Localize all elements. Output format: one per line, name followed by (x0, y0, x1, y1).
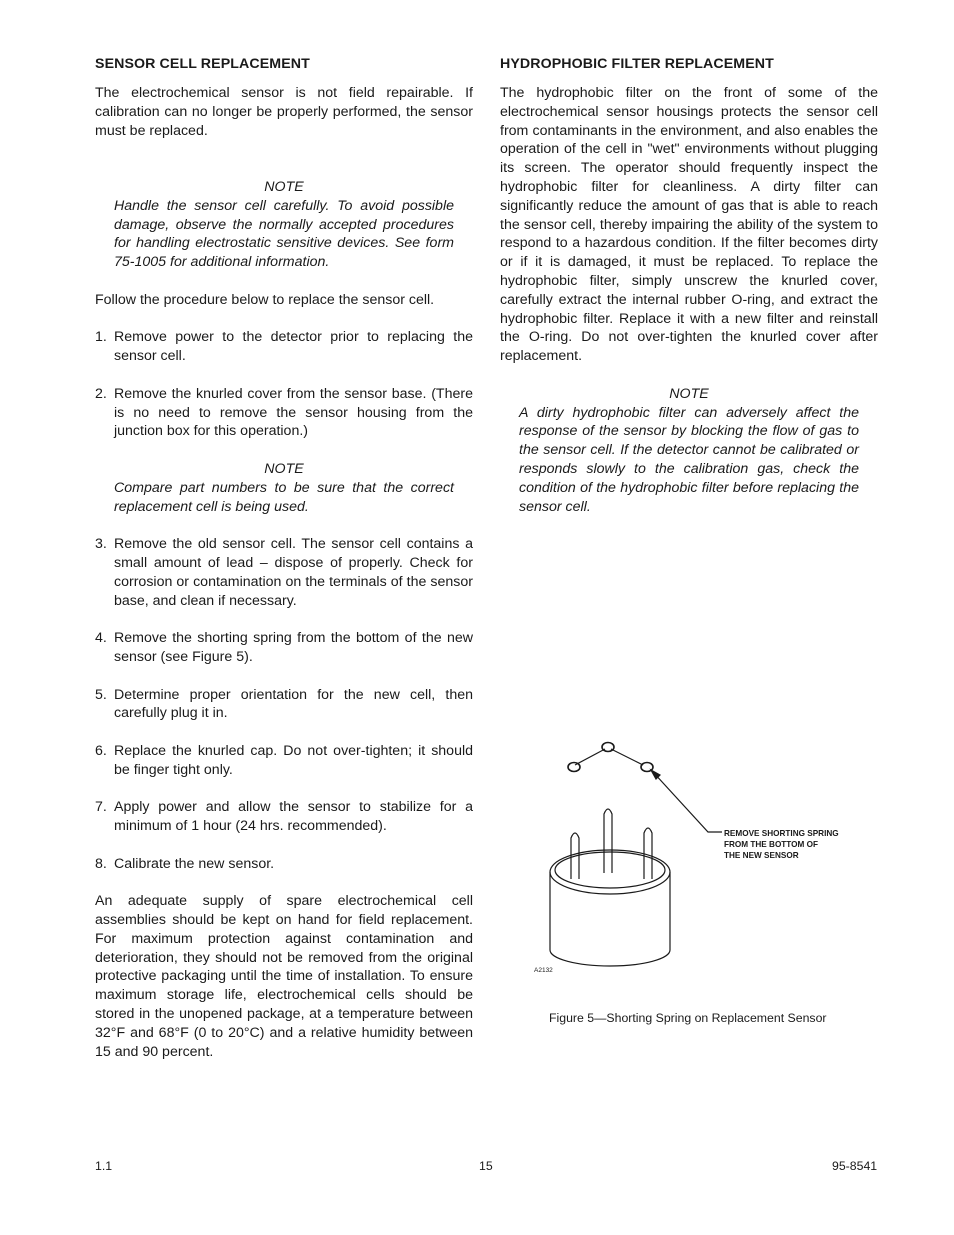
figure-id: A2132 (534, 967, 553, 974)
step-spacer (95, 723, 473, 742)
footer-document-number: 95-8541 (832, 1159, 878, 1173)
step-number: 1. (95, 329, 107, 346)
step-text: Replace the knurled cap. Do not over-tighten; it should be finger tight only. (114, 742, 473, 778)
procedure-step (95, 629, 473, 667)
note-dirty-filter (519, 385, 859, 517)
step-number: 6. (95, 742, 107, 759)
procedure-step (95, 385, 473, 441)
callout-line: THE NEW SENSOR (724, 851, 799, 860)
step-spacer (95, 366, 473, 385)
step-number: 3. (95, 536, 107, 553)
step-number: 7. (95, 799, 107, 816)
hydrophobic-paragraph: The hydrophobic filter on the front of some of the electrochemical sensor housings protects the sensor cell from contaminants in the environment, and also enables the operation of the cell in "wet" environments without plugging its screen. The operator should frequently inspect the hydrophobic filter for cleanliness. A dirty filter can significantly reduce the amount of gas that is able to reach the sensor cell, thereby impairing the ability of the system to respond to a hazardous condition. If the filter becomes dirty or if it is damaged, it must be replaced. To replace the hydrophobic filter, simply unscrew the knurled cover, carefully extract the internal rubber O-ring, and extract the hydrophobic filter. Replace it with a new filter and reinstall the O-ring. Do not over-tighten the knurled cover after replacement. (500, 85, 878, 365)
step-spacer (95, 779, 473, 798)
procedure-step (95, 686, 473, 724)
note-title: NOTE (264, 460, 304, 477)
note-part-numbers (114, 460, 454, 516)
note-body: A dirty hydrophobic filter can adversely affect the response of the sensor by blocking the flow of gas to the sensor cell. If the detector cannot be calibrated or responds slowly to the calibration gas, check the condition of the hydrophobic filter before replacing the sensor cell. (519, 404, 859, 515)
sensor-pins (571, 809, 652, 879)
figure-callout (724, 828, 839, 861)
intro-paragraph: The electrochemical sensor is not field repairable. If calibration can no longer be properly performed, the sensor must be replaced. (95, 85, 473, 139)
note-title: NOTE (669, 385, 709, 402)
step-text: Apply power and allow the sensor to stabilize for a minimum of 1 hour (24 hrs. recommended). (114, 799, 473, 835)
step-spacer (95, 836, 473, 855)
shorting-spring (568, 743, 653, 772)
note-body: Handle the sensor cell carefully. To avoid possible damage, observe the normally accepted procedures for handling electrostatic sensitive devices. See form 75-1005 for additional information. (114, 197, 454, 271)
callout-line: REMOVE SHORTING SPRING (724, 829, 839, 838)
step-text: Remove the knurled cover from the sensor base. (There is no need to remove the sensor housing from the junction box for this operation.) (114, 385, 473, 440)
procedure-step (95, 535, 473, 610)
step-number: 5. (95, 686, 107, 703)
step-text: Remove the shorting spring from the bottom of the new sensor (see Figure 5). (114, 630, 473, 665)
callout-line: FROM THE BOTTOM OF (724, 840, 818, 849)
footer-page-number: 15 (479, 1159, 493, 1173)
procedure-steps (95, 328, 473, 441)
procedure-steps (95, 535, 473, 873)
note-title: NOTE (264, 178, 304, 195)
left-column (95, 55, 473, 1061)
step-text: Remove the old sensor cell. The sensor cell contains a small amount of lead – dispose of properly. Check for corrosion or contamination on the terminals of the sensor base, and clean if necessary. (114, 536, 473, 609)
step-spacer (95, 667, 473, 686)
step-spacer (95, 610, 473, 629)
procedure-step (95, 798, 473, 836)
footer-revision: 1.1 (95, 1159, 113, 1173)
step-text: Calibrate the new sensor. (114, 855, 275, 872)
procedure-step (95, 742, 473, 780)
procedure-step (95, 855, 473, 874)
section-heading-sensor-cell-replacement: SENSOR CELL REPLACEMENT (95, 56, 310, 72)
procedure-intro: Follow the procedure below to replace the sensor cell. (95, 291, 435, 308)
procedure-step (95, 328, 473, 366)
step-text: Remove power to the detector prior to replacing the sensor cell. (114, 329, 473, 365)
figure-caption: Figure 5—Shorting Spring on Replacement Sensor (549, 1011, 827, 1025)
step-number: 2. (95, 385, 107, 402)
sensor-figure (520, 735, 870, 995)
section-heading-hydrophobic-filter: HYDROPHOBIC FILTER REPLACEMENT (500, 56, 774, 72)
right-column (500, 55, 878, 516)
step-number: 4. (95, 630, 107, 647)
closing-paragraph: An adequate supply of spare electrochemical cell assemblies should be kept on hand for field replacement. For maximum protection against contamination and deterioration, they should not be removed from the original protective packaging until the time of installation. To ensure maximum storage life, electrochemical cells should be stored in the unopened package, at a temperature between 32°F and 68°F (0 to 20°C) and a relative humidity between 15 and 90 percent. (95, 893, 473, 1060)
step-number: 8. (95, 855, 107, 872)
note-body: Compare part numbers to be sure that the correct replacement cell is being used. (114, 479, 454, 515)
step-text: Determine proper orientation for the new cell, then carefully plug it in. (114, 686, 473, 722)
note-electrostatic (114, 178, 454, 272)
callout-arrow (651, 770, 722, 832)
